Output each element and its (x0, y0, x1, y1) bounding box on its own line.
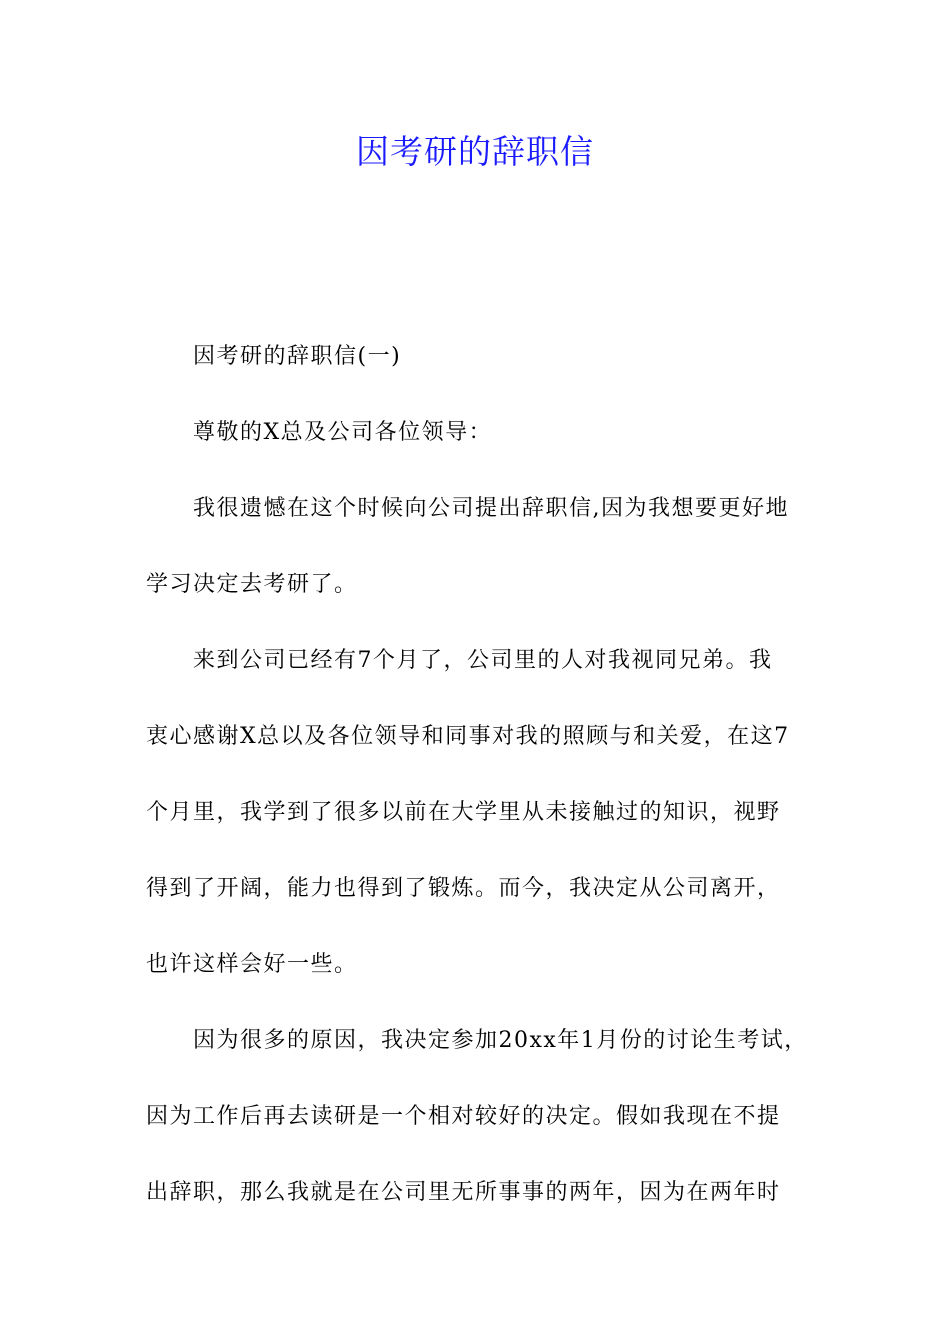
paragraph-line: 得到了开阔，能力也得到了锻炼。而今，我决定从公司离开， (146, 876, 781, 901)
paragraph-line: 衷心感谢X总以及各位领导和同事对我的照顾与和关爱，在这7 (146, 724, 790, 749)
paragraph-line: 出辞职，那么我就是在公司里无所事事的两年，因为在两年时 (146, 1180, 781, 1205)
paragraph-line: 因为工作后再去读研是一个相对较好的决定。假如我现在不提 (146, 1104, 781, 1129)
paragraph-line: 个月里，我学到了很多以前在大学里从未接触过的知识，视野 (146, 800, 781, 825)
paragraph-line: 也许这样会好一些。 (146, 952, 358, 977)
paragraph-line: 学习决定去考研了。 (146, 572, 358, 597)
salutation-line: 尊敬的X总及公司各位领导： (193, 420, 493, 445)
paragraph-line: 来到公司已经有7个月了，公司里的人对我视同兄弟。我 (193, 648, 773, 673)
paragraph-line: 我很遗憾在这个时候向公司提出辞职信,因为我想要更好地 (193, 496, 789, 521)
subtitle-line: 因考研的辞职信(一) (193, 344, 402, 369)
document-title: 因考研的辞职信 (356, 132, 594, 171)
paragraph-line: 因为很多的原因，我决定参加20xx年1月份的讨论生考试， (193, 1028, 808, 1053)
